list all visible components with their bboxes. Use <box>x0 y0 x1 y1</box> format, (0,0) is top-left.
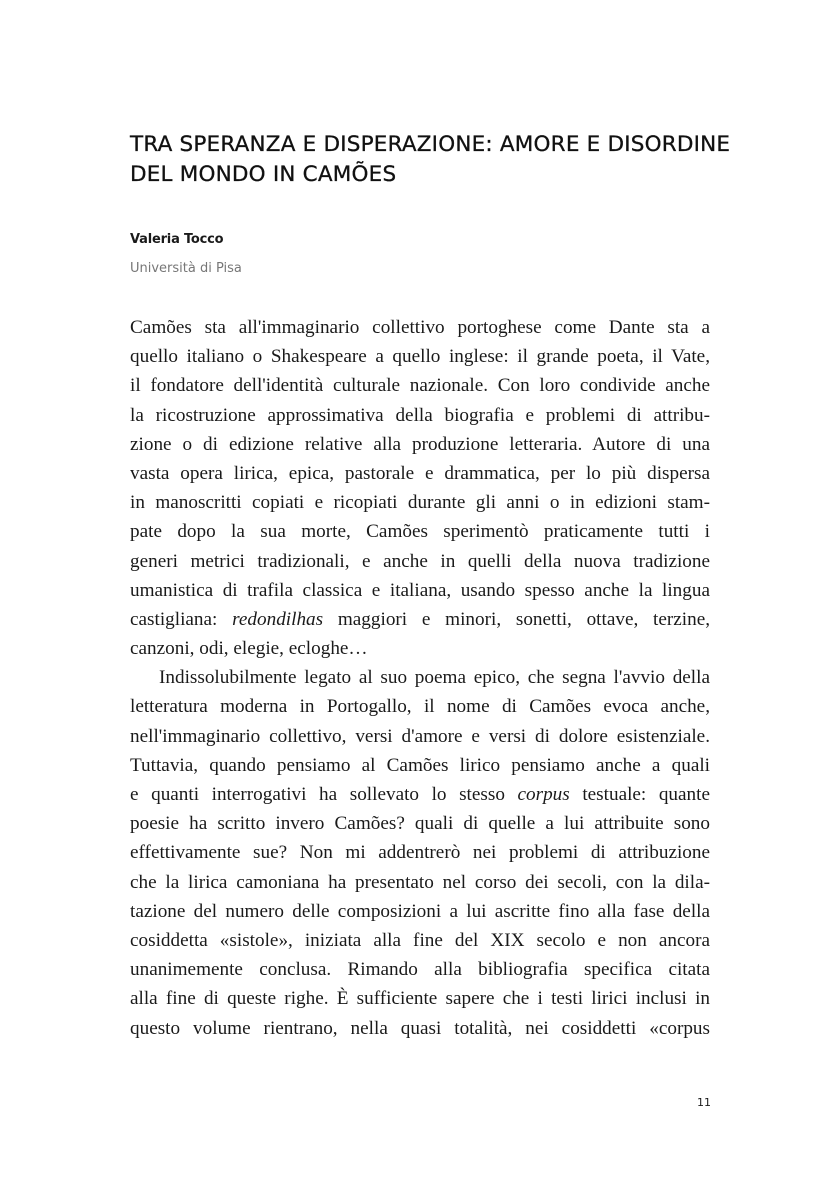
italic-term: corpus <box>517 784 570 805</box>
text-line: pate dopo la sua morte, Camões sperimentò praticamente tutti i <box>130 521 710 543</box>
text-line: quello italiano o Shakespeare a quello inglese: il grande poeta, il Vate, <box>130 346 710 368</box>
text-line: zione o di edizione relative alla produzione letteraria. Autore di una <box>130 433 710 455</box>
text-line: canzoni, odi, elegie, ecloghe… <box>130 638 368 660</box>
text-line: effettivamente sue? Non mi addentrerò nei problemi di attribuzione <box>130 842 710 864</box>
text-line: cosiddetta «sistole», iniziata alla fine del XIX secolo e non ancora <box>130 929 710 951</box>
text-segment: castigliana: <box>130 608 233 630</box>
text-line: nell'immaginario collettivo, versi d'amore e versi di dolore esistenziale. <box>130 725 710 747</box>
chapter-title <box>130 130 731 190</box>
text-line: Camões sta all'immaginario collettivo portoghese come Dante sta a <box>130 317 710 338</box>
text-line: Indissolubilmente legato al suo poema epico, che segna l'avvio della <box>159 667 710 689</box>
text-line <box>130 605 710 634</box>
text-line: Tuttavia, quando pensiamo al Camões lirico pensiamo anche a quali <box>130 754 710 776</box>
text-line: unanimemente conclusa. Rimando alla bibliografia specifica citata <box>130 959 710 981</box>
text-line <box>130 780 710 809</box>
text-line: tazione del numero delle composizioni a lui ascritte fino alla fase della <box>130 900 710 922</box>
text-line: che la lirica camoniana ha presentato nel corso dei secoli, con la dila- <box>130 871 710 893</box>
text-line: letteratura moderna in Portogallo, il nome di Camões evoca anche, <box>130 696 710 718</box>
text-segment: e quanti interrogativi ha sollevato lo stesso <box>130 784 518 805</box>
text-line: alla fine di queste righe. È sufficiente sapere che i testi lirici inclusi in <box>130 988 710 1010</box>
text-line: il fondatore dell'identità culturale nazionale. Con loro condivide anche <box>130 375 710 397</box>
text-line: umanistica di trafila classica e italiana, usando spesso anche la lingua <box>130 579 710 601</box>
text-line: poesie ha scritto invero Camões? quali di quelle a lui attribuite sono <box>130 813 710 835</box>
body-text <box>130 313 710 1043</box>
text-line: questo volume rientrano, nella quasi totalità, nei cosiddetti «corpus <box>130 1017 710 1039</box>
text-segment: maggiori e minori, sonetti, ottave, terzine, <box>323 608 711 630</box>
author-name: Valeria Tocco <box>130 232 224 247</box>
text-line: generi metrici tradizionali, e anche in quelli della nuova tradizione <box>130 550 710 572</box>
chapter-title-line-2: DEL MONDO IN CAMÕES <box>130 162 397 187</box>
page-number: 11 <box>697 1096 711 1109</box>
text-line: vasta opera lirica, epica, pastorale e drammatica, per lo più dispersa <box>130 462 710 484</box>
italic-term: redondilhas <box>232 608 324 630</box>
author-affiliation: Università di Pisa <box>130 261 242 276</box>
text-line: in manoscritti copiati e ricopiati durante gli anni o in edizioni stam- <box>130 492 710 514</box>
text-line: la ricostruzione approssimativa della biografia e problemi di attribu- <box>130 404 710 426</box>
chapter-title-line-1: TRA SPERANZA E DISPERAZIONE: AMORE E DISORDINE <box>130 132 731 157</box>
text-segment: testuale: quante <box>569 784 710 805</box>
